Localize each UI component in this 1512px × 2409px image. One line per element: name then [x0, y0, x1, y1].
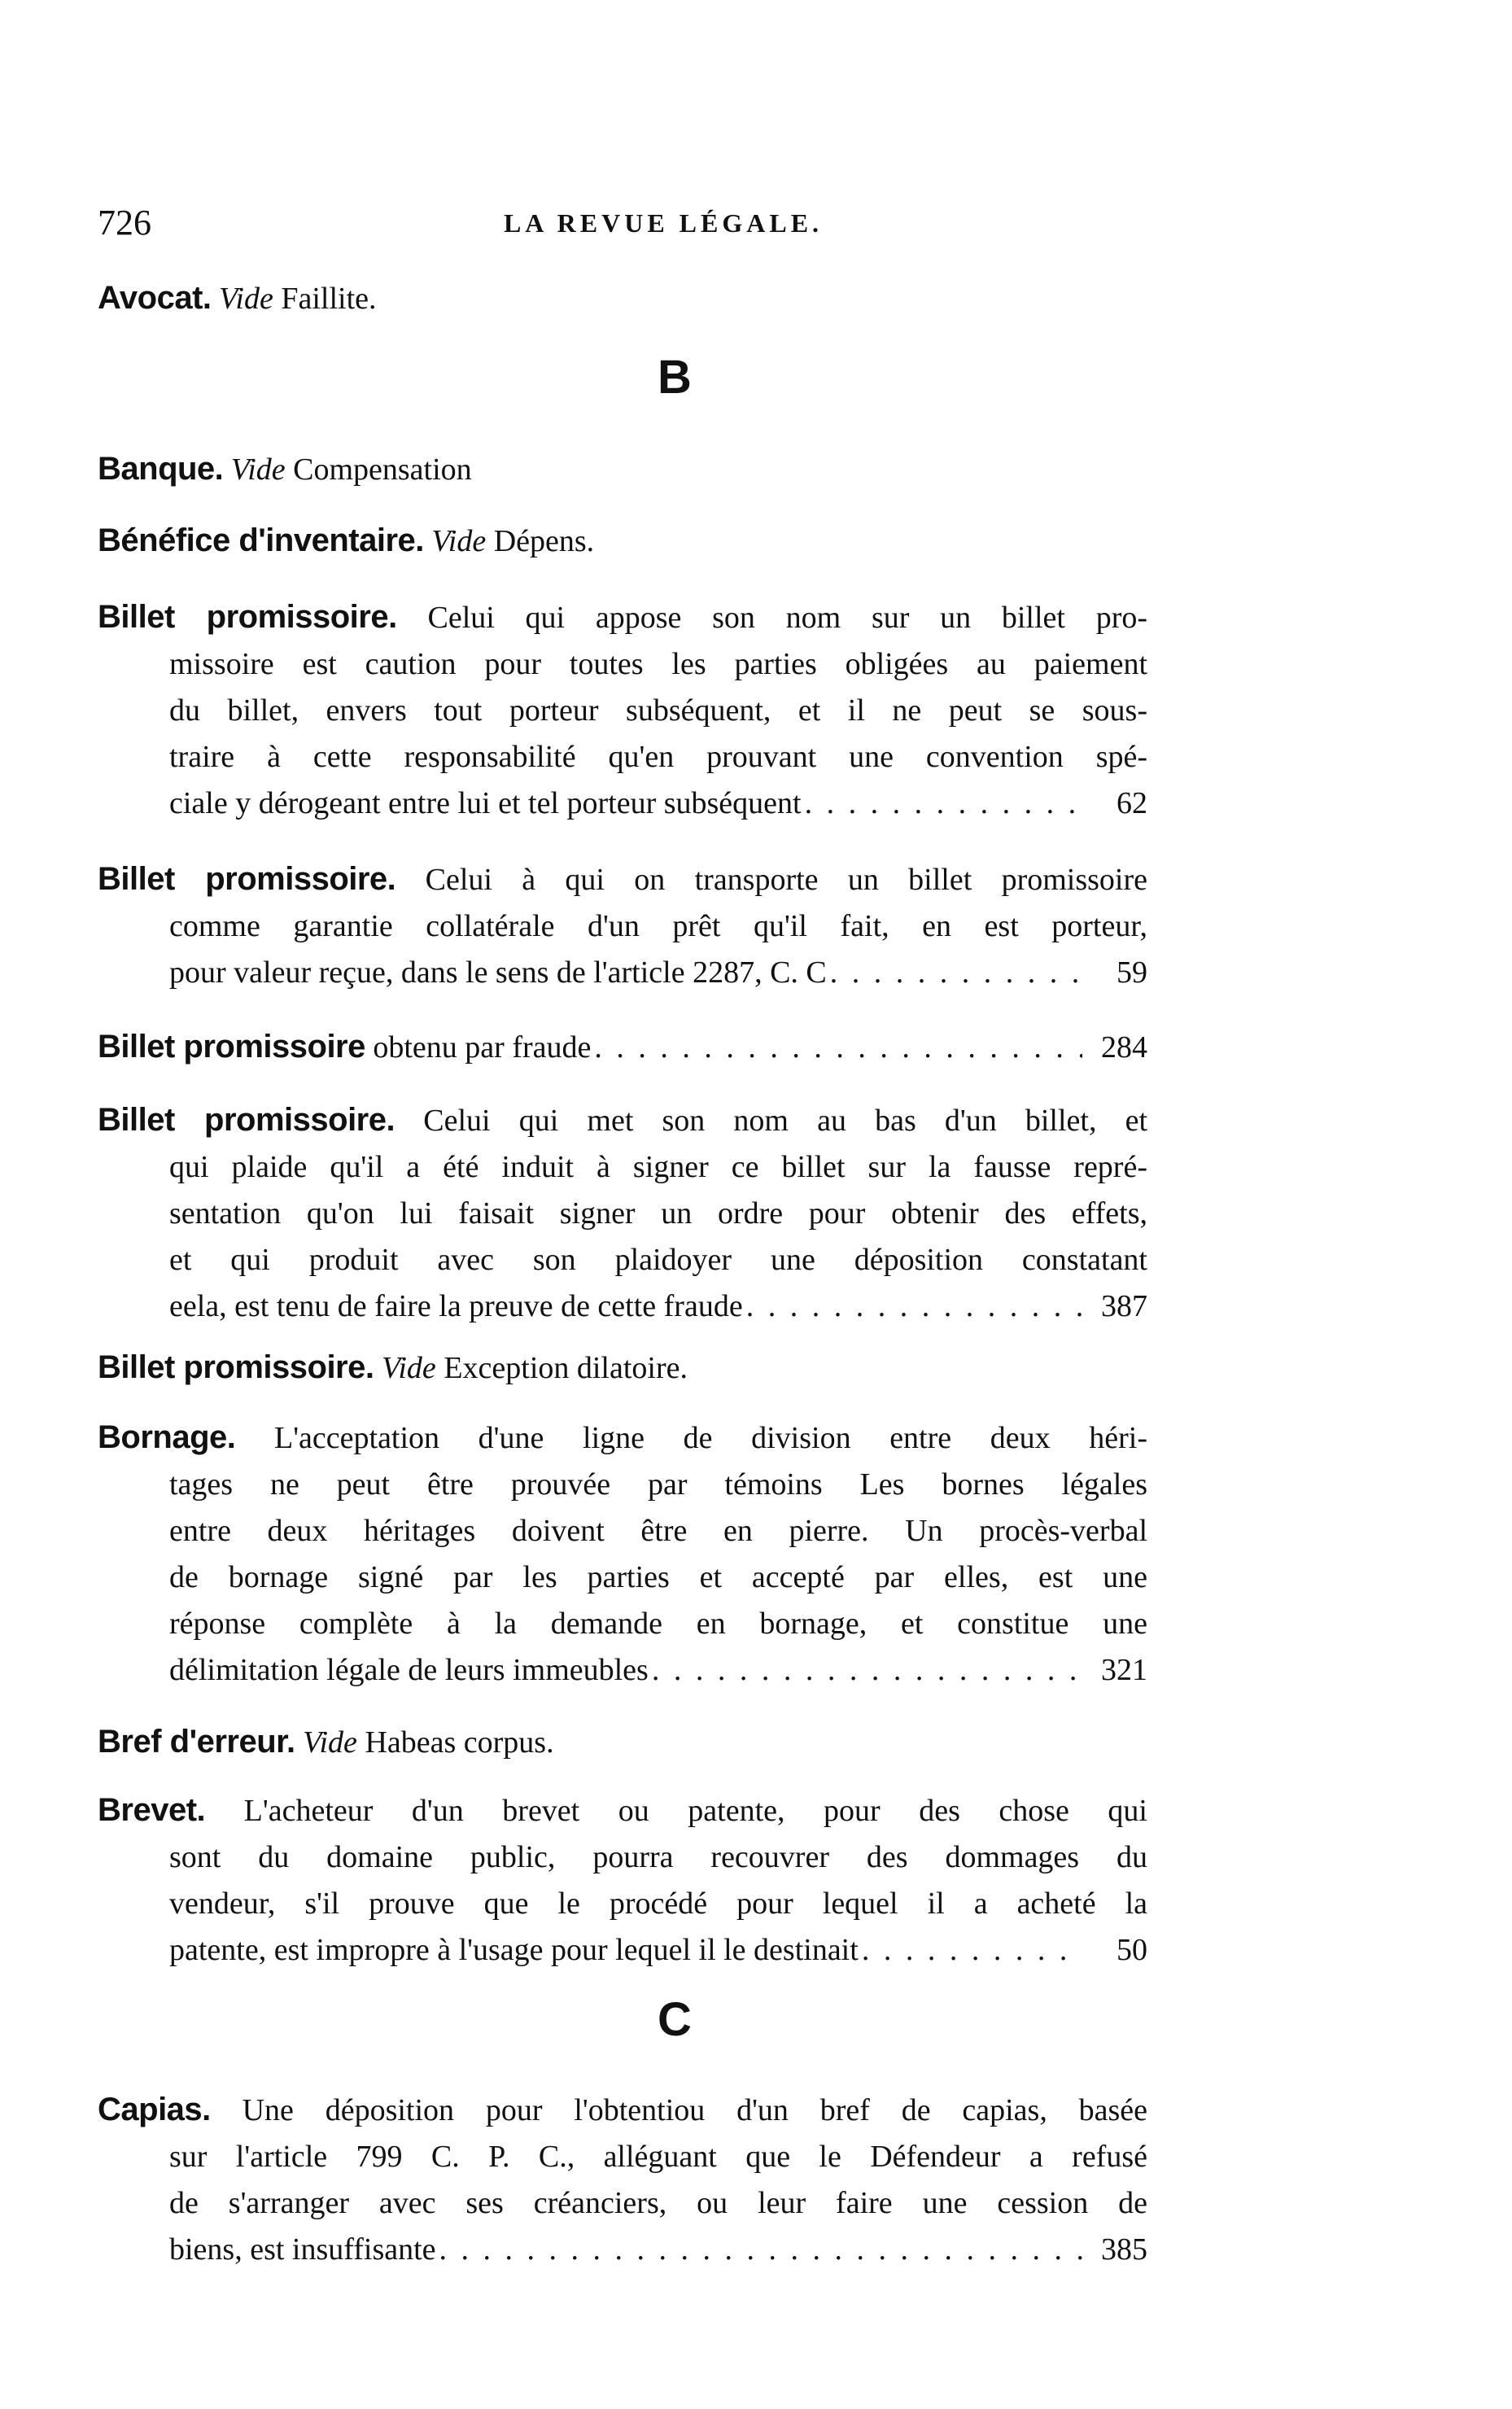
dot-leader: [652, 1647, 1082, 1694]
entry-text: obtenu par fraude: [373, 1030, 592, 1065]
entry-term: Brevet.: [98, 1792, 206, 1828]
index-entry-brevet: [98, 1787, 1147, 1974]
cross-reference: Compensation: [293, 453, 472, 487]
index-entry-bornage: [98, 1414, 1147, 1694]
dot-leader: [594, 1025, 1082, 1071]
entry-text-line: vendeur, s'il prouve que le procédé pour lequel il a acheté la: [169, 1887, 1147, 1921]
index-entry-billet-promissoire-3: [98, 1024, 1147, 1071]
entry-term: Avocat.: [98, 280, 212, 316]
entry-term: Bref d'erreur.: [98, 1724, 295, 1760]
cross-reference: Faillite.: [281, 282, 377, 316]
entry-text-line: tages ne peut être prouvée par témoins Les bornes légales: [169, 1467, 1147, 1502]
entry-text-line: biens, est insuffisante: [169, 2232, 436, 2267]
entry-term: Billet promissoire: [98, 1029, 365, 1065]
page-reference: 321: [1101, 1653, 1147, 1687]
entry-text-line: délimitation légale de leurs immeubles: [169, 1653, 649, 1687]
entry-term: Billet promissoire.: [98, 1349, 374, 1385]
entry-text: Une déposition pour l'obtentiou d'un bref de capias, basée: [242, 2093, 1148, 2127]
index-entry-benefice-inventaire: [98, 518, 1147, 565]
vide-label: Vide: [431, 524, 487, 558]
dot-leader: [746, 1283, 1082, 1330]
entry-text: L'acceptation d'une ligne de division entre deux héri-: [273, 1421, 1147, 1455]
entry-text: Celui qui met son nom au bas d'un billet, et: [423, 1104, 1148, 1138]
entry-text-line: sont du domaine public, pourra recouvrer des dommages du: [169, 1840, 1147, 1874]
entry-term: Bénéfice d'inventaire.: [98, 522, 424, 558]
entry-text-line: patente, est impropre à l'usage pour lequel il le destinait: [169, 1933, 859, 1967]
section-letter-c: C: [658, 1993, 692, 2046]
entry-text: L'acheteur d'un brevet ou patente, pour des chose qui: [243, 1794, 1147, 1828]
entry-term: Bornage.: [98, 1419, 236, 1455]
entry-text-line: de s'arranger avec ses créanciers, ou leur faire une cession de: [169, 2186, 1147, 2220]
vide-label: Vide: [381, 1351, 436, 1385]
page-reference: 385: [1101, 2232, 1147, 2267]
index-entry-billet-promissoire-1: [98, 594, 1147, 827]
section-letter-b: B: [658, 351, 692, 404]
vide-label: Vide: [230, 453, 286, 487]
page-reference: 62: [1117, 786, 1147, 820]
page-reference: 284: [1101, 1030, 1147, 1065]
index-entry-avocat: [98, 275, 1147, 322]
page-number: 726: [98, 203, 151, 243]
cross-reference: Habeas corpus.: [365, 1725, 554, 1760]
entry-text-line: pour valeur reçue, dans le sens de l'article 2287, C. C: [169, 955, 827, 990]
entry-text-line: du billet, envers tout porteur subséquent, et il ne peut se sous-: [169, 693, 1147, 728]
entry-term: Billet promissoire.: [98, 861, 396, 897]
entry-text-line: de bornage signé par les parties et accepté par elles, est une: [169, 1560, 1147, 1594]
entry-text-line: réponse complète à la demande en bornage, et constitue une: [169, 1607, 1147, 1641]
entry-text: Celui qui appose son nom sur un billet pro-: [427, 601, 1148, 635]
index-entry-billet-promissoire-4: [98, 1097, 1147, 1330]
entry-text-line: entre deux héritages doivent être en pierre. Un procès-verbal: [169, 1514, 1147, 1548]
entry-text-line: traire à cette responsabilité qu'en prouvant une convention spé-: [169, 740, 1147, 774]
index-entry-billet-promissoire-5: [98, 1344, 1147, 1392]
page-reference: 50: [1117, 1933, 1147, 1967]
entry-text-line: qui plaide qu'il a été induit à signer ce billet sur la fausse repré-: [169, 1150, 1147, 1184]
entry-text-line: et qui produit avec son plaidoyer une déposition constatant: [169, 1243, 1147, 1277]
index-entry-capias: [98, 2087, 1147, 2273]
entry-text-line: sentation qu'on lui faisait signer un ordre pour obtenir des effets,: [169, 1196, 1147, 1231]
entry-term: Banque.: [98, 451, 224, 487]
dot-leader: [805, 780, 1082, 827]
entry-text-line: eela, est tenu de faire la preuve de cette fraude: [169, 1289, 743, 1323]
entry-text-line: comme garantie collatérale d'un prêt qu'il fait, en est porteur,: [169, 909, 1147, 943]
dot-leader: [830, 950, 1082, 996]
cross-reference: Dépens.: [493, 524, 595, 558]
entry-text-line: sur l'article 799 C. P. C., alléguant que le Défendeur a refusé: [169, 2140, 1147, 2174]
page-header: [98, 202, 1229, 251]
running-title: LA REVUE LÉGALE.: [503, 208, 824, 238]
cross-reference: Exception dilatoire.: [444, 1351, 688, 1385]
dot-leader: [439, 2227, 1082, 2273]
index-entry-billet-promissoire-2: [98, 856, 1147, 996]
vide-label: Vide: [303, 1725, 357, 1760]
dot-leader: [862, 1927, 1082, 1974]
entry-text-line: missoire est caution pour toutes les parties obligées au paiement: [169, 647, 1147, 681]
entry-term: Billet promissoire.: [98, 599, 397, 635]
index-entry-banque: [98, 446, 1147, 493]
entry-term: Capias.: [98, 2092, 211, 2127]
vide-label: Vide: [219, 282, 273, 316]
entry-text: Celui à qui on transporte un billet promissoire: [425, 863, 1148, 897]
entry-text-line: ciale y dérogeant entre lui et tel porteur subséquent: [169, 786, 802, 820]
page-reference: 59: [1117, 955, 1147, 990]
entry-term: Billet promissoire.: [98, 1102, 395, 1138]
page-reference: 387: [1101, 1289, 1147, 1323]
index-entry-bref-erreur: [98, 1719, 1147, 1766]
